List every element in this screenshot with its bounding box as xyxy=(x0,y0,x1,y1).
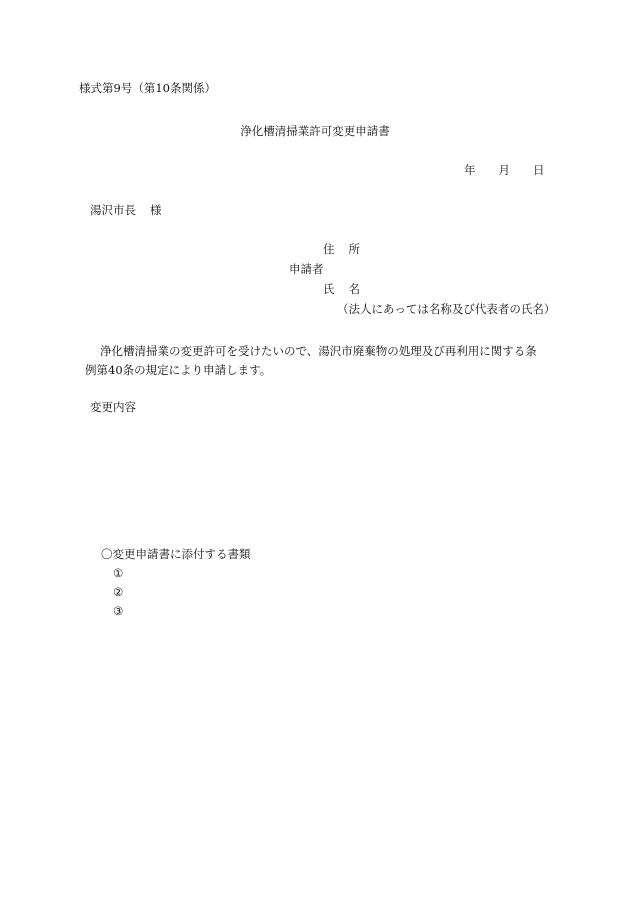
application-body xyxy=(85,342,545,380)
address-label xyxy=(323,243,360,257)
address-label-char-2: 所 xyxy=(348,242,360,256)
form-number: 様式第9号（第10条関係） xyxy=(79,81,216,95)
attachment-item-3: ③ xyxy=(113,604,124,618)
address-label-char-1: 住 xyxy=(323,242,335,256)
body-line-2: 例第40条の規定により申請します。 xyxy=(85,363,272,377)
addressee-honorific: 様 xyxy=(150,203,162,217)
name-label-char-1: 氏 xyxy=(323,282,335,296)
attachment-item-1: ① xyxy=(113,566,124,580)
change-content-label: 変更内容 xyxy=(90,400,136,414)
date-month: 月 xyxy=(498,163,510,177)
document-title: 浄化槽清掃業許可変更申請書 xyxy=(240,124,390,138)
corporate-note: （法人にあっては名称及び代表者の氏名） xyxy=(337,302,556,316)
attachment-item-2: ② xyxy=(113,585,124,599)
date-line xyxy=(464,164,545,178)
addressee-name: 湯沢市長 xyxy=(90,203,136,217)
addressee xyxy=(90,204,162,218)
date-year: 年 xyxy=(464,163,476,177)
body-line-1: 浄化槽清掃業の変更許可を受けたいので、湯沢市廃棄物の処理及び再利用に関する条 xyxy=(100,344,537,358)
name-label xyxy=(323,283,360,297)
date-day: 日 xyxy=(533,163,545,177)
attachments-heading: 〇変更申請書に添付する書類 xyxy=(101,547,251,561)
applicant-label: 申請者 xyxy=(289,262,324,276)
name-label-char-2: 名 xyxy=(348,282,360,296)
